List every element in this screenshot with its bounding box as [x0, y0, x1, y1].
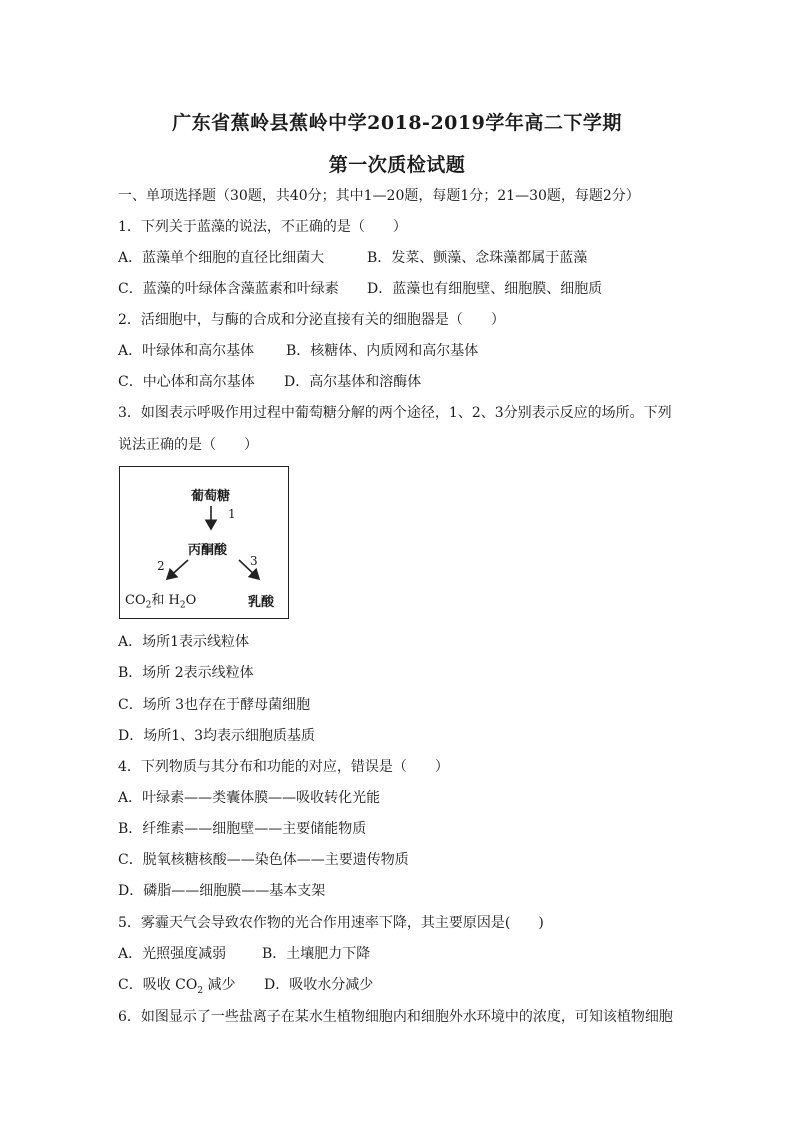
page-subtitle: 第一次质检试题: [328, 154, 466, 176]
q2-option-b: B．核糖体、内质网和高尔基体: [286, 343, 479, 359]
question-3-stem: 3．如图表示呼吸作用过程中葡萄糖分解的两个途径，1、2、3分别表示反应的场所。下列: [118, 405, 672, 421]
question-4-stem: 4．下列物质与其分布和功能的对应，错误是（ ）: [118, 759, 449, 775]
site-3-label: 3: [250, 554, 258, 568]
q3-option-c: C．场所 3也存在于酵母菌细胞: [118, 697, 311, 713]
q4-option-b: B．纤维素——细胞壁——主要储能物质: [118, 821, 367, 837]
site-1-label: 1: [228, 507, 236, 521]
lactic-acid-label: 乳酸: [248, 595, 275, 610]
q3-option-a: A．场所1表示线粒体: [118, 634, 250, 650]
q3-option-d: D．场所1、3均表示细胞质基质: [118, 728, 316, 744]
q1-option-b: B．发菜、颤藻、念珠藻都属于蓝藻: [367, 250, 588, 266]
q4-option-c: C．脱氧核糖核酸——染色体——主要遗传物质: [118, 852, 409, 868]
site-2-label: 2: [157, 559, 165, 573]
question-6-stem: 6．如图显示了一些盐离子在某水生植物细胞内和细胞外水环境中的浓度，可知该植物细胞: [118, 1009, 673, 1025]
respiration-diagram: [119, 466, 289, 619]
q1-option-a: A．蓝藻单个细胞的直径比细菌大: [118, 250, 325, 266]
co2-h2o-label: $CO_2$和 $H_2O$: [125, 593, 197, 611]
q4-option-d: D．磷脂——细胞膜——基本支架: [118, 883, 326, 899]
q5-option-c: C．吸收 $CO_2$ 减少: [118, 977, 236, 996]
q5-option-d: D．吸收水分减少: [264, 977, 374, 993]
question-5-stem: 5．雾霾天气会导致农作物的光合作用速率下降，其主要原因是( ): [118, 915, 544, 931]
q1-option-d: D．蓝藻也有细胞壁、细胞膜、细胞质: [367, 281, 603, 297]
question-1-stem: 1．下列关于蓝藻的说法，不正确的是（ ）: [118, 219, 407, 235]
question-2-stem: 2．活细胞中，与酶的合成和分泌直接有关的细胞器是（ ）: [118, 312, 505, 328]
q4-option-a: A．叶绿素——类囊体膜——吸收转化光能: [118, 790, 381, 806]
glucose-label: 葡萄糖: [191, 489, 231, 504]
q1-option-c: C．蓝藻的叶绿体含藻蓝素和叶绿素: [118, 281, 339, 297]
q5-option-a: A．光照强度减弱: [118, 946, 227, 962]
q2-option-d: D．高尔基体和溶酶体: [284, 374, 422, 390]
q2-option-c: C．中心体和高尔基体: [118, 374, 255, 390]
pyruvate-label: 丙酮酸: [188, 543, 228, 558]
arrow-2: [167, 560, 188, 579]
q2-option-a: A．叶绿体和高尔基体: [118, 343, 255, 359]
q3-option-b: B．场所 2表示线粒体: [118, 665, 254, 681]
section-heading: 一、单项选择题（30题，共40分；其中1—20题，每题1分；21—30题，每题2分）: [118, 188, 640, 204]
page-title: 广东省蕉岭县蕉岭中学2018-2019学年高二下学期: [172, 112, 622, 134]
question-3-stem-cont: 说法正确的是（ ）: [118, 437, 258, 453]
q5-option-b: B．土壤肥力下降: [262, 946, 371, 962]
